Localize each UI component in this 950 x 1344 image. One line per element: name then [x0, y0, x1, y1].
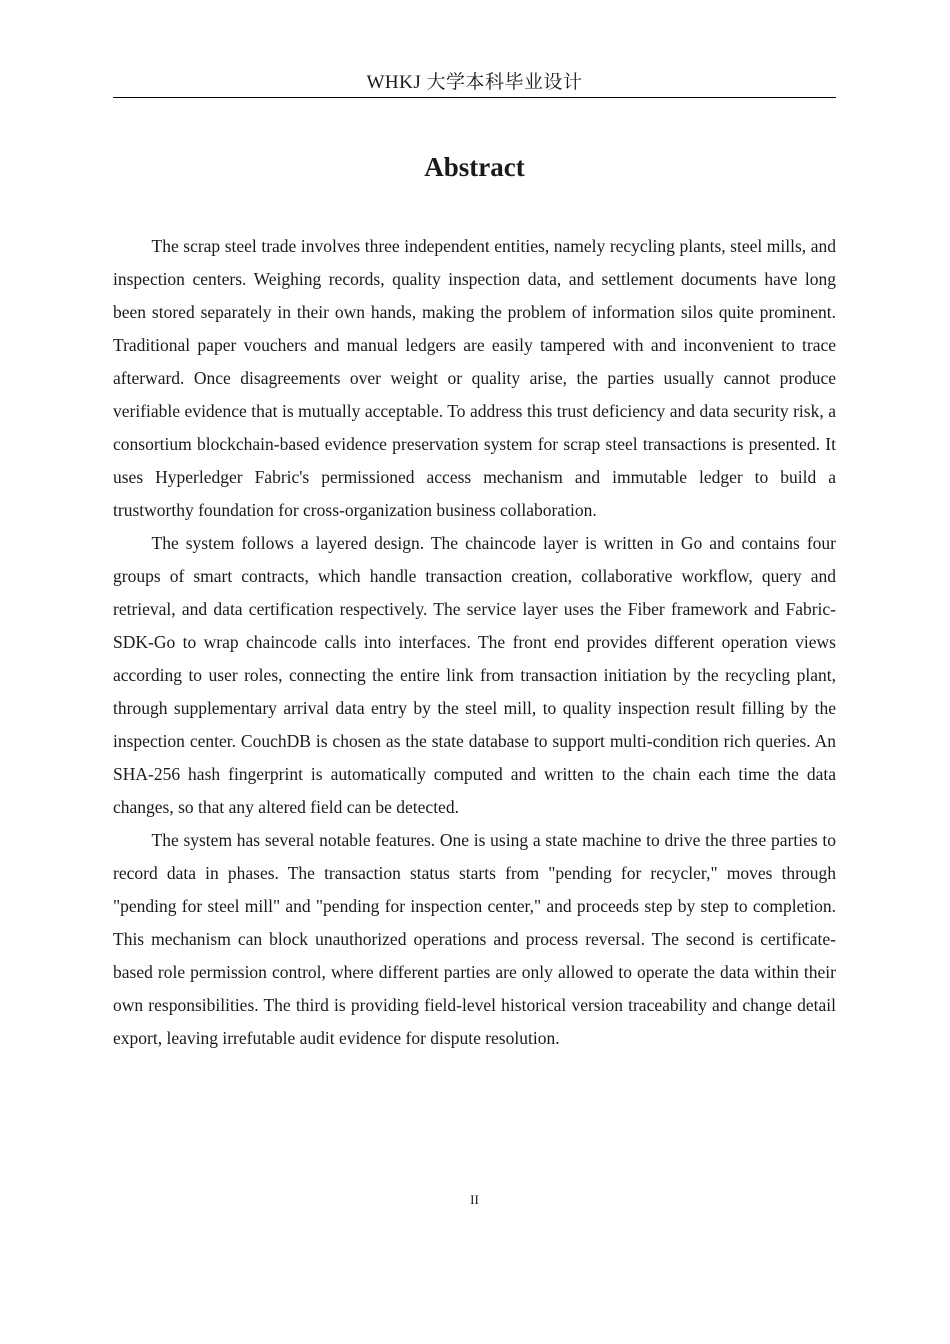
page-number: II: [470, 1192, 479, 1207]
abstract-paragraph-1: The scrap steel trade involves three independent entities, namely recycling plants, steel mills, and inspection centers. Weighing records, quality inspection data, and settlement documents have long been stored separately in their own hands, making the problem of information silos quite prominent. Traditional paper vouchers and manual ledgers are easily tampered with and inconvenient to trace afterward. Once disagreements over weight or quality arise, the parties usually cannot produce verifiable evidence that is mutually acceptable. To address this trust deficiency and data security risk, a consortium blockchain-based evidence preservation system for scrap steel transactions is presented. It uses Hyperledger Fabric's permissioned access mechanism and immutable ledger to build a trustworthy foundation for cross-organization business collaboration.: [113, 236, 836, 520]
abstract-body: [113, 230, 836, 1055]
abstract-paragraph-3: The system has several notable features. One is using a state machine to drive the three parties to record data in phases. The transaction status starts from "pending for recycler," moves through "pending for steel mill" and "pending for inspection center," and proceeds step by step to completion. This mechanism can block unauthorized operations and process reversal. The second is certificate-based role permission control, where different parties are only allowed to operate the data within their own responsibilities. The third is providing field-level historical version traceability and change detail export, leaving irrefutable audit evidence for dispute resolution.: [113, 830, 836, 1048]
abstract-title: Abstract: [424, 152, 525, 182]
running-header: WHKJ 大学本科毕业设计: [113, 70, 836, 98]
abstract-paragraph-2: The system follows a layered design. The chaincode layer is written in Go and contains four groups of smart contracts, which handle transaction creation, collaborative workflow, query and retrieval, and data certification respectively. The service layer uses the Fiber framework and Fabric-SDK-Go to wrap chaincode calls into interfaces. The front end provides different operation views according to user roles, connecting the entire link from transaction initiation by the recycling plant, through supplementary arrival data entry by the steel mill, to quality inspection result filling by the inspection center. CouchDB is chosen as the state database to support multi-condition rich queries. An SHA-256 hash fingerprint is automatically computed and written to the chain each time the data changes, so that any altered field can be detected.: [113, 533, 836, 817]
